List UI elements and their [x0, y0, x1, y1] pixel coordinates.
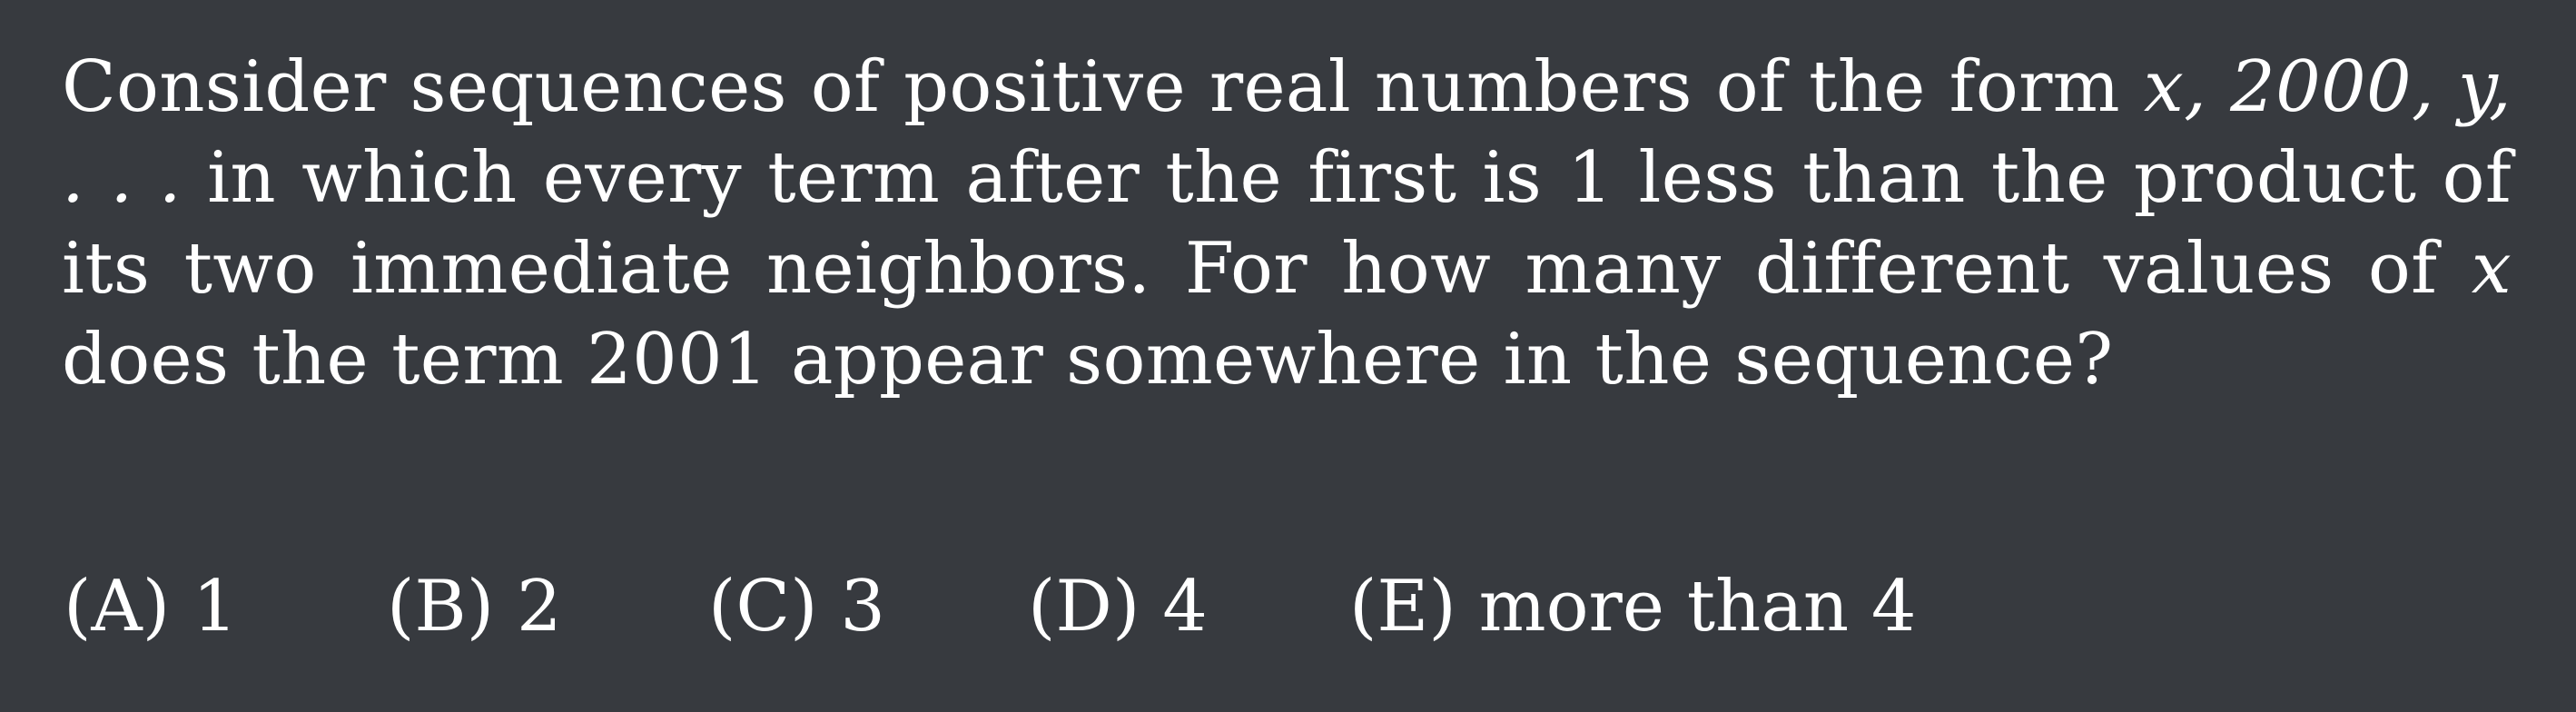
- choice-b[interactable]: [387, 561, 562, 652]
- problem-text-part1: Consider sequences of positive real numbers of the form: [62, 46, 2144, 128]
- choice-letter: (B): [387, 566, 495, 648]
- sequence-math: x, 2000, y, . . .: [62, 46, 2512, 219]
- problem-text-part2: in which every term after the first is 1 less than the product of its two immediate neighbors. For how many different values of: [62, 137, 2512, 310]
- choice-c[interactable]: [708, 561, 885, 652]
- variable-x: x: [2471, 228, 2512, 310]
- choice-text: more than 4: [1478, 566, 1917, 648]
- problem-statement: [62, 42, 2512, 405]
- choice-text: 3: [840, 566, 885, 648]
- choice-letter: (D): [1028, 566, 1140, 648]
- choice-letter: (C): [708, 566, 818, 648]
- problem-text-part3: does the term 2001 appear somewhere in the sequence?: [62, 319, 2114, 400]
- choice-letter: (E): [1349, 566, 1456, 648]
- choice-e[interactable]: [1349, 561, 1917, 652]
- choice-text: 1: [192, 566, 238, 648]
- choice-a[interactable]: [64, 561, 238, 652]
- choice-text: 4: [1162, 566, 1208, 648]
- choice-letter: (A): [64, 566, 171, 648]
- choice-text: 2: [516, 566, 562, 648]
- choice-d[interactable]: [1028, 561, 1208, 652]
